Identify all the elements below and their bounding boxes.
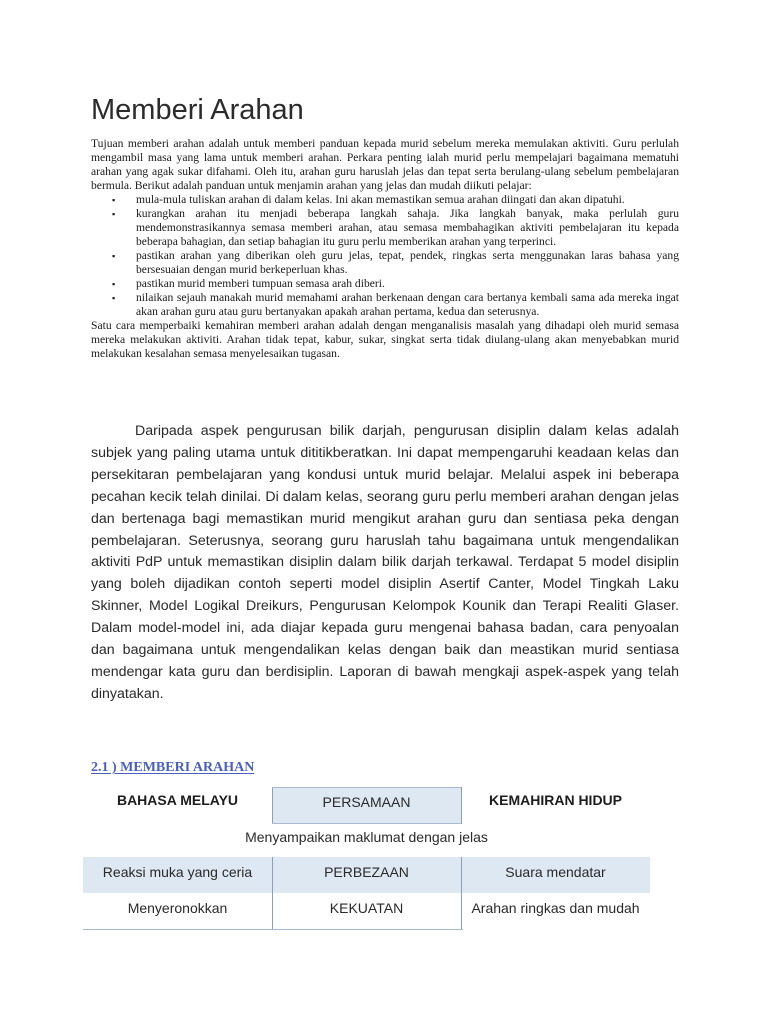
intro-paragraph: Tujuan memberi arahan adalah untuk memberi panduan kepada murid sebelum mereka memulakan aktiviti. Guru perlulah mengambil masa yang lama untuk memberi arahan. Perkara penting ialah murid perlu mempelajari bagaimana mematuhi arahan yang agak sukar difahami. Oleh itu, arahan guru haruslah jelas dan tepat serta berulang-ulang sebelum pembelajaran bermula. Berikut adalah panduan untuk menjamin arahan yang jelas dan mudah diikuti pelajar:: [91, 137, 679, 192]
table-cell: Arahan ringkas dan mudah: [471, 900, 640, 916]
closing-paragraph: Satu cara memperbaiki kemahiran memberi arahan adalah dengan menganalisis masalah yang dihadapi oleh murid semasa mereka melakukan aktiviti. Arahan tidak tepat, kabur, sukar, singkat serta tidak diulang-ulang akan menyebabkan murid melakukan kesalahan semasa menyelesaikan tugasan.: [91, 319, 679, 360]
list-item: ▪ pastikan murid memberi tumpuan semasa arah diberi.: [136, 277, 679, 291]
list-item: ▪ nilaikan sejauh manakah murid memahami arahan berkenaan dengan cara bertanya kembali sama ada mereka ingat akan arahan guru atau guru bertanyakan apakah arahan pertama, kedua dan seterusnya.: [136, 291, 679, 319]
table-cell: KEKUATAN: [329, 900, 404, 916]
list-item: ▪ mula-mula tuliskan arahan di dalam kelas. Ini akan memastikan semua arahan diingati dan akan dipatuhi.: [136, 193, 679, 207]
table-cell: Menyeronokkan: [127, 900, 228, 916]
table-header-right: KEMAHIRAN HIDUP: [489, 791, 622, 808]
table-cell: Suara mendatar: [505, 864, 606, 880]
body-paragraph: Daripada aspek pengurusan bilik darjah, pengurusan disiplin dalam kelas adalah subjek yang paling utama untuk dititikberatkan. Ini dapat mempengaruhi keadaan kelas dan persekitaran pembelajaran yang kondusi untuk murid belajar. Melalui aspek ini beberapa pecahan kecik telah dinilai. Di dalam kelas, seorang guru perlu memberi arahan dengan jelas dan bertenaga bagi memastikan murid mengikut arahan guru dan sentiasa peka dengan pembelajaran. Seterusnya, seorang guru haruslah tahu bagaimana untuk mengendalikan aktiviti PdP untuk memastikan disiplin dalam bilik darjah terkawal. Terdapat 5 model disiplin yang boleh dijadikan contoh seperti model disiplin Asertif Canter, Model Tingkah Laku Skinner, Model Logikal Dreikurs, Pengurusan Kelompok Kounik dan Terapi Realiti Glaser. Dalam model-model ini, ada diajar kepada guru mengenai bahasa badan, cara penyoalan dan bagaimana untuk mengendalikan kelas dengan baik dan meastikan murid sentiasa mendengar kata guru dan berdisiplin. Laporan di bawah mengkaji aspek-aspek yang telah dinyatakan.: [91, 423, 679, 702]
section-heading: 2.1 ) MEMBERI ARAHAN: [91, 760, 255, 775]
list-item: ▪ pastikan arahan yang diberikan oleh guru jelas, tepat, pendek, ringkas serta menggunakan laras bahasa yang bersesuaian dengan murid berkeperluan khas.: [136, 249, 679, 277]
table-rule: [272, 823, 461, 824]
table-cell: PERBEZAAN: [324, 864, 409, 880]
table-similarity-row: Menyampaikan maklumat dengan jelas: [245, 829, 488, 845]
page-title: Memberi Arahan: [91, 94, 304, 126]
list-item: ▪ kurangkan arahan itu menjadi beberapa langkah sahaja. Jika langkah banyak, maka perlulah guru mendemonstrasikannya semasa memberi arahan, atau semasa membahagikan aktiviti pembelajaran itu kepada beberapa bahagian, dan setiap bahagian itu guru perlu memberikan arahan yang terperinci.: [136, 207, 679, 249]
guideline-list: [91, 193, 679, 319]
table-cell: Reaksi muka yang ceria: [102, 864, 253, 880]
intro-section: [91, 137, 679, 361]
table-header-left: BAHASA MELAYU: [116, 791, 239, 808]
table-header-mid: PERSAMAAN: [322, 793, 411, 810]
table-rule: [83, 929, 463, 930]
